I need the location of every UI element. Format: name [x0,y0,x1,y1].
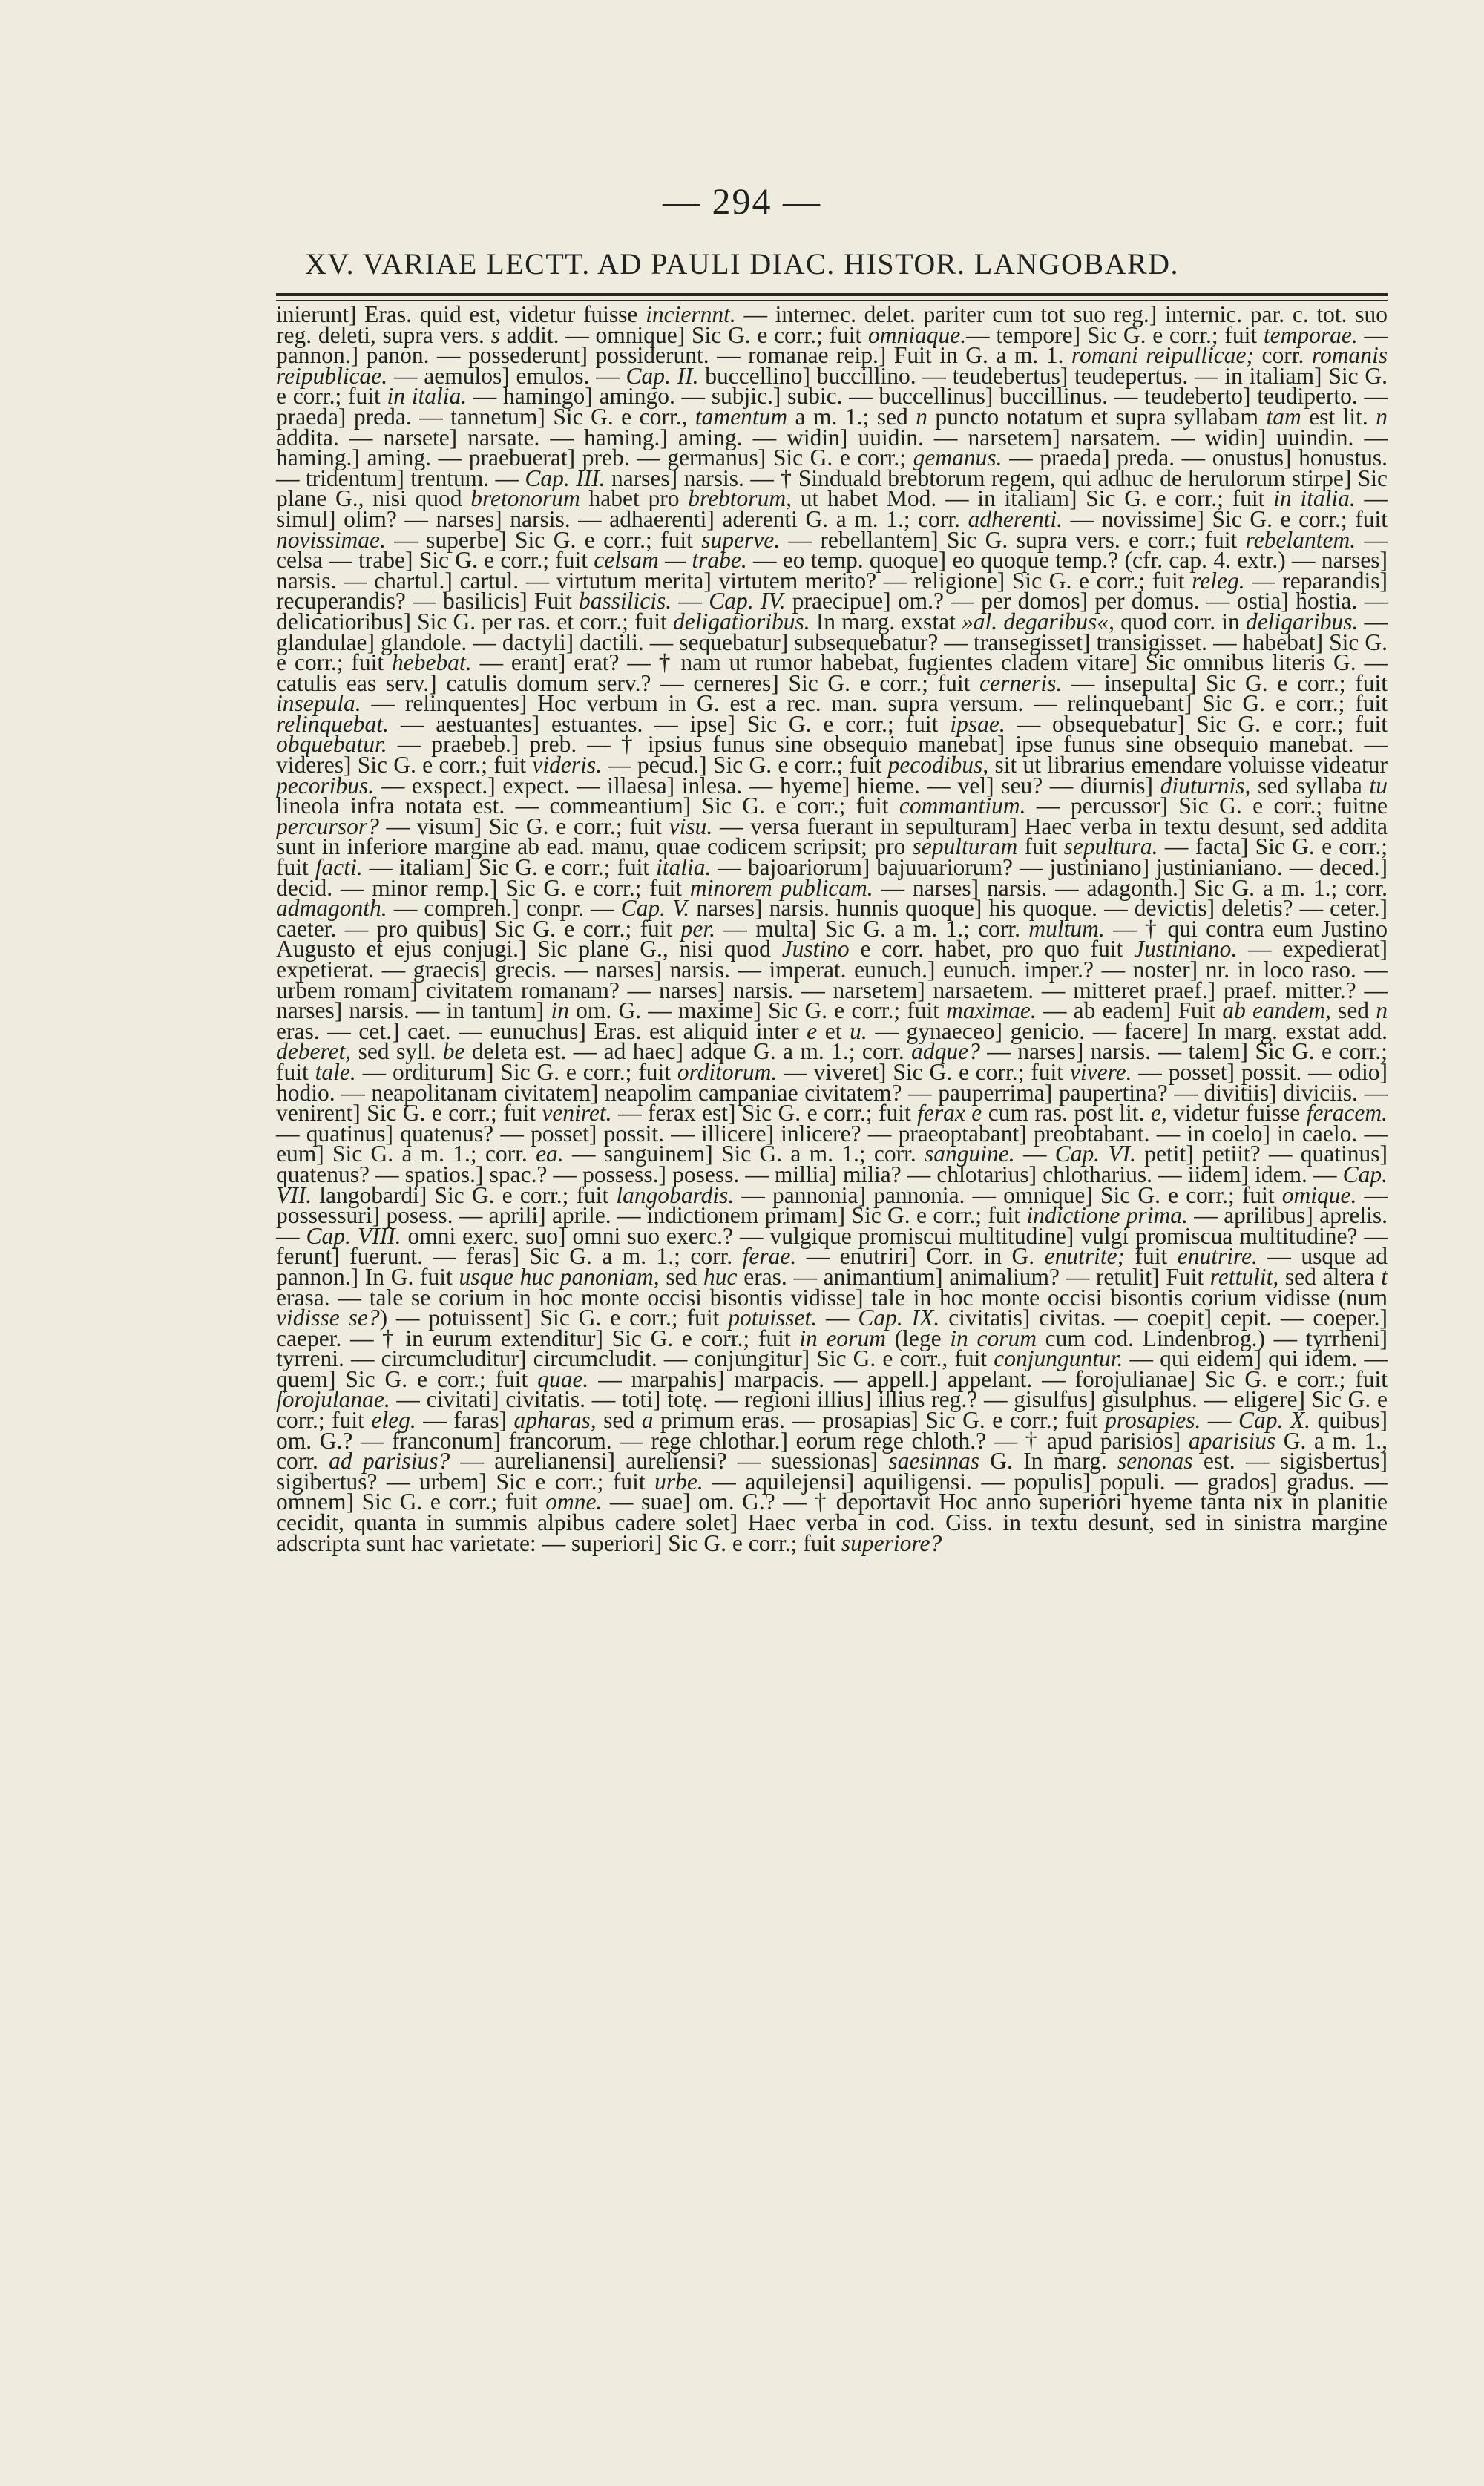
italic-run: aparisius [1188,1427,1276,1454]
text-run: — [1014,1141,1055,1167]
text-run: — marpahis] marpacis. — appell.] appelant. — forojulianae] Sic G. e corr.; fuit [588,1365,1388,1392]
text-run: — versa fuerant in sepulturam] Haec verba in textu desunt, sed addita sunt in inferiore margine ab ead. manu, quae codicem scripsit; pro [276,813,1388,860]
italic-run: tale. [315,1058,356,1085]
text-run: — ferax est] Sic G. e corr.; fuit [611,1100,918,1126]
italic-run: Cap. IV. [709,588,786,614]
text-run: — novissime] Sic G. e corr.; fuit [1063,505,1388,532]
italic-run: omne. [545,1489,603,1515]
text-run: quod corr. in [1114,608,1246,634]
italic-run: multum. [1028,915,1105,942]
text-run: — glandulae] glandole. — dactyli] dactili. — sequebatur] subsequebatur? — transegisset] transigisset. — habebat] Sic G. e corr.; fuit [276,608,1388,676]
italic-run: sanguine. [925,1141,1015,1167]
italic-run: saesinnas [888,1448,979,1475]
italic-run: t [1381,1263,1388,1290]
text-run: est lit. [1301,403,1376,430]
text-run: — aestuantes] estuantes. — ipse] Sic G. e corr.; fuit [388,710,951,737]
italic-run: ferax e [917,1100,982,1126]
italic-run: Cap. IX. [858,1305,940,1331]
text-run: buccellino] buccillino. — teudebertus] teudepertus. — in italiam] Sic G. e corr.; fuit [276,362,1388,410]
italic-run: sepulturam [912,833,1018,860]
italic-run: Cap. II. [626,362,699,389]
text-run: — visum] Sic G. e corr.; fuit [378,813,669,839]
italic-run: enutrite; [1044,1243,1126,1270]
italic-run: tamentum [695,403,788,430]
text-run: inierunt] Eras. quid est, videtur fuisse [276,301,646,327]
italic-run: n [1376,997,1388,1024]
italic-run: in eorum [799,1325,886,1351]
text-run: G. In marg. [979,1448,1118,1475]
text-run: — expedierat] expetierat. — graecis] grecis. — narses] narsis. — imperat. eunuch.] eunuch. imper.? — noster] nr. in loco raso. — urbem romam] civitatem romanam? — narses] narsis. — narsetem] narsaetem. — mitteret praef.] praef. mitter.? — narses] narsis. — in tantum] [276,936,1388,1024]
italic-run: enutrire. [1177,1243,1258,1270]
text-run: — aemulos] emulos. — [387,362,626,389]
text-run: addit. — omnique] Sic G. e corr.; fuit [499,321,868,348]
text-run: omni exerc. suo] omni suo exerc.? — vulgique promiscui multitudine] vulgi promiscua multitudine? — ferunt] fuerunt. — feras] Sic G. a m. 1.; corr. [276,1222,1388,1270]
italic-run: Cap. V. [620,895,690,922]
text-run: — narses] narsis. — talem] Sic G. e corr.; fuit [276,1038,1388,1085]
italic-run: rebelantem. [1245,526,1356,553]
italic-run: be [442,1038,465,1065]
italic-run: n [1376,403,1388,430]
italic-run: novissimae. [276,526,386,553]
italic-run: romani reipullicae; [1071,342,1255,369]
italic-run: quae. [537,1365,589,1392]
text-run: corr. [1254,342,1312,369]
text-run: (lege [885,1325,951,1351]
text-run: — [817,1305,858,1331]
text-run: — facta] Sic G. e corr.; fuit [276,833,1388,881]
italic-run: in [551,997,569,1024]
italic-run: adherenti. [968,505,1063,532]
text-run: fuit [1125,1243,1178,1270]
text-run: cum ras. post lit. [982,1100,1151,1126]
text-run: — praeda] preda. — onustus] honustus. — tridentum] trentum. — [276,445,1388,491]
italic-run: adque? [911,1038,980,1065]
italic-run: Cap. X. [1238,1407,1310,1434]
italic-run: urbe. [654,1468,703,1495]
italic-run: releg. [1192,567,1245,594]
text-run: sed [659,1263,704,1290]
text-run: praecipue] om.? — per domos] per domus. — ostia] hostia. — delicatioribus] Sic G. per ras. et corr.; fuit [276,588,1388,634]
text-run: — pecud.] Sic G. e corr.; fuit [601,752,888,778]
text-run: fuit [1017,833,1064,860]
italic-run: vidisse se? [276,1305,380,1331]
text-run: — insepulta] Sic G. e corr.; fuit [1062,669,1388,696]
text-run: — exspect.] expect. — illaesa] inlesa. — hyeme] hieme. — vel] seu? — diurnis] [374,772,1160,798]
text-run: — orditurum] Sic G. e corr.; fuit [355,1058,677,1085]
text-run: — pannonia] pannonia. — omnique] Sic G. e corr.; fuit [734,1181,1282,1208]
italic-run: huc [703,1263,738,1290]
text-run: e corr. habet, pro quo fuit [849,936,1135,962]
italic-run: in italia. [387,383,467,410]
italic-run: rettulit, [1209,1263,1279,1290]
italic-run: italia. [656,854,712,881]
text-run: ut habet Mod. — in italiam] Sic G. e corr.; fuit [791,485,1274,512]
italic-run: in corum [950,1325,1037,1351]
italic-run: conjunguntur. [994,1345,1123,1372]
italic-run: ab eandem, [1222,997,1331,1024]
italic-run: deligatioribus. [673,608,810,634]
text-run: narses] narsis. — † Sinduald brebtorum regem, qui adhuc de herulorum stirpe] Sic plane G., nisi quod [276,465,1388,512]
italic-run: bassilicis. [579,588,672,614]
text-run: — italiam] Sic G. e corr.; fuit [362,854,657,881]
italic-run: videris. [532,752,602,778]
italic-run: ad parisius? [329,1448,450,1475]
text-run: eras. — animantium] animalium? — retulit] Fuit [737,1263,1210,1290]
italic-run: per. [680,915,716,942]
italic-run: vivere. [1069,1058,1132,1085]
italic-run: gemanus. [913,445,1002,471]
italic-run: eleg. [371,1407,416,1434]
text-run: — aquilejensi] aquiligensi. — populis] populi. — grados] gradus. — omnem] Sic G. e corr.; fuit [276,1468,1388,1515]
header-rule-thick [276,293,1388,296]
text-run: — faras] [416,1407,514,1434]
text-run: cum cod. Lindenbrog.) — tyrrheni] tyrreni. — circumcluditur] circumcludit. — conjungitur] Sic G. e corr., fuit [276,1325,1388,1372]
italic-run: superiore? [841,1529,942,1556]
text-run: — ab eadem] Fuit [1036,997,1223,1024]
text-run: addita. — narsete] narsate. — haming.] aming. — widin] uuidin. — narsetem] narsatem. — widin] uuindin. — haming.] aming. — praebuerat] preb. — germanus] Sic G. e corr.; [276,424,1388,471]
text-run: — relinquentes] Hoc verbum in G. est a rec. man. supra versum. — relinquebant] Sic G. e corr.; fuit [361,690,1388,717]
text-run: — rebellantem] Sic G. supra vers. e corr.; fuit [780,526,1246,553]
italic-run: temporae. [1263,321,1358,348]
italic-run: maximae. [946,997,1037,1024]
text-run: — praebeb.] preb. — † ipsius funus sine obsequio manebat] ipse funus sine obsequio manebat. — videres] Sic G. e corr.; fuit [276,731,1388,778]
text-run: sit ut librarius emendare voluisse videatur [988,752,1388,778]
italic-run: romanis reipublicae. [276,342,1388,389]
italic-run: sepultura. [1063,833,1158,860]
text-run: — [672,588,709,614]
italic-run: in italia. [1273,485,1356,512]
italic-run: e, [1150,1100,1167,1126]
italic-run: n [916,403,928,430]
italic-run: omique. [1281,1181,1357,1208]
text-run: om. G. — maxime] Sic G. e corr.; fuit [568,997,947,1024]
text-run: — viveret] Sic G. e corr.; fuit [777,1058,1070,1085]
italic-run: visu. [669,813,713,839]
italic-run: omniaque. [868,321,967,348]
italic-run: orditorum. [677,1058,778,1085]
text-run: est. — sigisbertus] sigibertus? — urbem] Sic e corr.; fuit [276,1448,1388,1495]
italic-run: Justiniano. [1134,936,1238,962]
italic-run: admagonth. [276,895,387,922]
running-head: XV. VARIAE LECTT. AD PAULI DIAC. HISTOR. LANGOBARD. [304,247,1180,281]
text-run: In marg. exstat [810,608,962,634]
text-run: civitatis] civitas. — coepit] cepit. — coeper.] caeper. — † in eurum extenditur] Sic G. e corr.; fuit [276,1305,1388,1351]
text-run: — erant] erat? — † nam ut rumor habebat, fugientes cladem vitare] Sic omnibus literis G. — catulis eas serv.] catulis domum serv.? — cerneres] Sic G. e corr.; fuit [276,649,1388,696]
italic-run: s [490,321,500,348]
text-run: — multa] Sic G. a m. 1.; corr. [715,915,1029,942]
text-run: — pannon.] panon. — possederunt] possiderunt. — romanae reip.] Fuit in G. a m. 1. [276,321,1388,369]
italic-run: senonas [1117,1448,1193,1475]
italic-run: cerneris. [979,669,1063,696]
italic-run: ferae. [742,1243,797,1270]
text-run: — internec. delet. pariter cum tot suo reg.] internic. par. c. tot. suo reg. deleti, supra vers. [276,301,1388,348]
text-run: — civitati] civitatis. — toti] totę. — regioni illius] illius reg.? — gisulfus] gisulphus. — eligere] Sic G. e corr.; fuit [276,1386,1388,1434]
text-run: — enutriri] Corr. in G. [796,1243,1045,1270]
text-run: ) — potuissent] Sic G. e corr.; fuit [379,1305,729,1331]
text-run: petit] petiit? — quatinus] quatenus? — spatios.] spac.? — possess.] posess. — millia] milia? — chlotarius] chlotharius. — iidem] idem. — [276,1141,1388,1187]
text-run: — † qui contra eum Justino Augusto et ejus conjugi.] Sic plane G., nisi quod [276,915,1388,962]
italic-run: veniret. [542,1100,612,1126]
text-run: — celsa — trabe] Sic G. e corr.; fuit [276,526,1388,574]
text-run: — aprilibus] aprelis. — [276,1202,1388,1249]
text-run: — tempore] Sic G. e corr.; fuit [966,321,1264,348]
italic-run: hebebat. [392,649,472,676]
italic-run: celsam — trabe. [594,547,747,574]
italic-run: percursor? [276,813,379,839]
text-run: primum eras. — prosapias] Sic G. e corr.; fuit [653,1407,1106,1434]
italic-run: a [641,1407,654,1434]
text-run: — narses] narsis. — adagonth.] Sic G. a m. 1.; corr. [873,874,1388,901]
text-run: — quatinus] quatenus? — posset] possit. — illicere] inlicere? — praeoptabant] preobtabant. — in coelo] in caelo. — eum] Sic G. a m. 1.; corr. [276,1120,1388,1167]
text-run: sed [596,1407,642,1434]
italic-run: Cap. VIII. [306,1222,401,1249]
text-run: — simul] olim? — narses] narsis. — adhaerenti] aderenti G. a m. 1.; corr. [276,485,1388,532]
text-run: puncto notatum et supra syllabam [927,403,1267,430]
italic-run: indictione prima. [1026,1202,1188,1229]
italic-run: feracem. [1306,1100,1388,1126]
text-run: et [817,1017,850,1044]
text-run: — bajoariorum] bajuuariorum? — justiniano] justinianiano. — deced.] decid. — minor remp.] Sic G. e corr.; fuit [276,854,1388,901]
italic-run: pecoribus. [276,772,375,798]
text-run: G. a m. 1., corr. [276,1427,1388,1475]
italic-run: tu [1369,772,1388,798]
italic-run: commantium. [899,793,1026,819]
text-run: — obsequebatur] Sic G. e corr.; fuit [1005,710,1388,737]
italic-run: Cap. VI. [1054,1141,1136,1167]
apparatus-text [276,301,1388,1556]
text-run: — [1201,1407,1238,1434]
text-run: sed syll. [351,1038,443,1065]
header-rule-thin [276,300,1388,301]
text-run: langobardi] Sic G. e corr.; fuit [312,1181,617,1208]
italic-run: prosapies. [1105,1407,1201,1434]
text-run: sed syllaba [1250,772,1370,798]
italic-run: relinquebat. [276,710,389,737]
italic-run: potuisset. [728,1305,818,1331]
italic-run: tam [1266,403,1301,430]
text-run: deleta est. — ad haec] adque G. a m. 1.; corr. [464,1038,912,1065]
italic-run: langobardis. [616,1181,735,1208]
text-run: habet pro [580,485,689,512]
text-run: — compreh.] conpr. — [387,895,621,922]
text-run: — possessuri] posess. — aprili] aprile. — indictionem primam] Sic G. e corr.; fuit [276,1181,1388,1229]
italic-run: ea. [536,1141,564,1167]
text-run: — suae] om. G.? — † deportavit Hoc anno superiori hyeme tanta nix in planitie cecidit, quanta in summis alpibus cadere solet] Haec verba in cod. Giss. in textu desunt, sed in sinistra margine adscripta sunt hac varietate: — superiori] Sic G. e corr.; fuit [276,1489,1388,1556]
italic-run: superve. [701,526,781,553]
italic-run: obquebatur. [276,731,387,758]
text-run: a m. 1.; sed [787,403,916,430]
italic-run: deberet, [276,1038,352,1065]
italic-run: facti. [315,854,363,881]
italic-run: »al. degaribus«, [962,608,1114,634]
italic-run: Cap. III. [525,465,605,491]
text-run: — gynaeceo] genicio. — facere] In marg. exstat add. [867,1017,1388,1044]
text-run: — eo temp. quoque] eo quoque temp.? (cfr. cap. 4. extr.) — narses] narsis. — chartul.] cartul. — virtutum merita] virtutem merito? — religione] Sic G. e corr.; fuit [276,547,1388,594]
text-run: — percussor] Sic G. e corr.; fuitne [1025,793,1388,819]
text-run: eras. — cet.] caet. — eunuchus] Eras. est aliquid inter [276,1017,807,1044]
italic-run: minorem publicam. [689,874,873,901]
text-run: sed [1330,997,1376,1024]
italic-run: forojulanae. [276,1386,390,1413]
italic-run: ipsae. [950,710,1005,737]
text-run: — hamingo] amingo. — subjic.] subic. — buccellinus] buccillinus. — teudeberto] teudiperto. — praeda] preda. — tannetum] Sic G. e corr., [276,383,1388,430]
text-run: — usque ad pannon.] In G. fuit [276,1243,1388,1290]
text-run: lineola infra notata est. — commeantium] Sic G. e corr.; fuit [276,793,899,819]
italic-run: inciernnt. [646,301,736,327]
italic-run: brebtorum, [688,485,792,512]
text-run: quibus] om. G.? — franconum] francorum. — rege chlothar.] eorum rege chloth.? — † apud parisios] [276,1407,1388,1454]
italic-run: deligaribus. [1245,608,1359,634]
italic-run: bretonorum [470,485,580,512]
text-run: — posset] possit. — odio] hodio. — neapolitanam civitatem] neapolim campaniae civitatem? — pauperrima] paupertina? — divitiis] diviciis. — venirent] Sic G. e corr.; fuit [276,1058,1388,1126]
italic-run: Cap. VII. [276,1161,1388,1208]
italic-run: pecodibus, [887,752,989,778]
text-run: — sanguinem] Sic G. a m. 1.; corr. [563,1141,925,1167]
italic-run: e [807,1017,818,1044]
italic-run: diuturnis, [1160,772,1251,798]
italic-run: usque huc panoniam, [459,1263,660,1290]
text-run: — aurelianensi] aureliensi? — suessionas] [450,1448,889,1475]
italic-run: apharas, [513,1407,597,1434]
page-number: — 294 — [663,180,821,222]
italic-run: u. [850,1017,867,1044]
text-run: — superbe] Sic G. e corr.; fuit [385,526,702,553]
text-run: videtur fuisse [1166,1100,1307,1126]
italic-run: insepula. [276,690,361,717]
text-run: — reparandis] recuperandis? — basilicis] Fuit [276,567,1388,614]
apparatus-paragraph [276,301,1388,1556]
text-run: sed altera [1278,1263,1382,1290]
text-run: narses] narsis. hunnis quoque] his quoque. — devictis] deletis? — ceter.] caeter. — pro quibus] Sic G. e corr.; fuit [276,895,1388,942]
italic-run: Justino [781,936,850,962]
text-run: erasa. — tale se corium in hoc monte occisi bisontis vidisse] tale in hoc monte occisi bisontis corium vidisse (num [276,1284,1388,1311]
text-run: — qui eidem] qui idem. — quem] Sic G. e corr.; fuit [276,1345,1388,1392]
